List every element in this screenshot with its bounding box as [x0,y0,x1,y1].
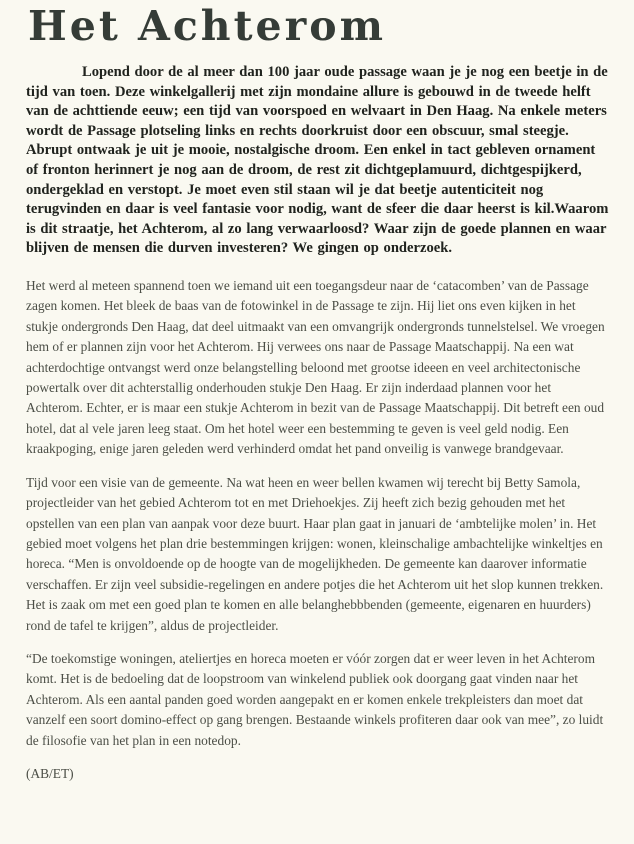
intro-paragraph: Lopend door de al meer dan 100 jaar oude passage waan je je nog een beetje in de tijd van toen. Deze winkelgallerij met zijn mondaine allure is gebouwd in de tweede helft van de achttiende eeuw; een tijd van voorspoed en welvaart in Den Haag. Na enkele meters wordt de Passage plotseling links en rechts doorkruist door een obscuur, smal steegje. Abrupt ontwaak je uit je mooie, nostalgische droom. Een enkel in tact gebleven ornament of fronton herinnert je nog aan de droom, de rest zit dichtgeplamuurd, dichtgespijkerd, ondergeklad en verstopt. Je moet even stil staan wil je dat beetje autenticiteit nog terugvinden en daar is veel fantasie voor nodig, want de sfeer die daar heerst is kil.Waarom is dit straatje, het Achterom, al zo lang verwaarloosd? Waar zijn de goede plannen en waar blijven de mensen die durven investeren? We gingen op onderzoek. [26,64,609,257]
article-title: Het Achterom [28,2,386,50]
paragraph-toekomst: “De toekomstige woningen, ateliertjes en horeca moeten er vóór zorgen dat er weer leven in het Achterom komt. Het is de bedoeling dat de loopstroom van winkelend publiek ook doorgang gaat vinden naar het Achterom. Als een aantal panden goed worden aangepakt en er komen enkele trekpleisters dan moet dat vanzelf een soort domino-effect op gang brengen. Bestaande winkels profiteren daar ook van mee”, zo luidt de filosofie van het plan in een notedop. [26,650,604,748]
paragraph-gemeente-visie: Tijd voor een visie van de gemeente. Na wat heen en weer bellen kwamen wij terecht bij Betty Samola, projectleider van het gebied Achterom tot en met Driehoekjes. Zij heeft zich bezig gehouden met het opstellen van een plan van aanpak voor deze buurt. Haar plan gaat in januari de ‘ambtelijke molen’ in. Het gebied moet volgens het plan drie bestemmingen krijgen: wonen, kleinschalige ambachtelijke winkeltjes en horeca. “Men is onvoldoende op de hoogte van de mogelijkheden. De gemeente kan daarover informatie verschaffen. Er zijn veel subsidie-regelingen en andere potjes die het Achterom uit het slop kunnen trekken. Het is zaak om met een goed plan te komen en alle belanghebbbenden (gemeente, eigenaren en huurders) rond de tafel te krijgen”, aldus de projectleider. [26,474,604,633]
paragraph-catacomben: Het werd al meteen spannend toen we iemand uit een toegangsdeur naar de ‘catacomben’ van de Passage zagen komen. Het bleek de baas van de fotowinkel in de Passage te zijn. Hij liet ons even kijken in het stukje ondergronds Den Haag, dat deel uitmaakt van een omvangrijk ondergronds tunnelstelsel. We vroegen hem of er plannen zijn voor het Achterom. Hij verwees ons naar de Passage Maatschappij. Na een wat achterdochtige ontvangst werd onze belangstelling beloond met grootse ideeen en veel architectonische powertalk over dit achterstallig onderhouden stukje Den Haag. Er zijn inderdaad plannen voor het Achterom. Echter, er is maar een stukje Achterom in bezit van de Passage Maatschappij. Dit betreft een oud hotel, dat al vele jaren leeg staat. Om het hotel weer een bestemming te geven is veel geld nodig. Een kraakpoging, enige jaren geleden werd verhinderd omdat het pand onveilig is vanwege brandgevaar. [26,278,605,457]
byline: (AB/ET) [26,765,74,781]
